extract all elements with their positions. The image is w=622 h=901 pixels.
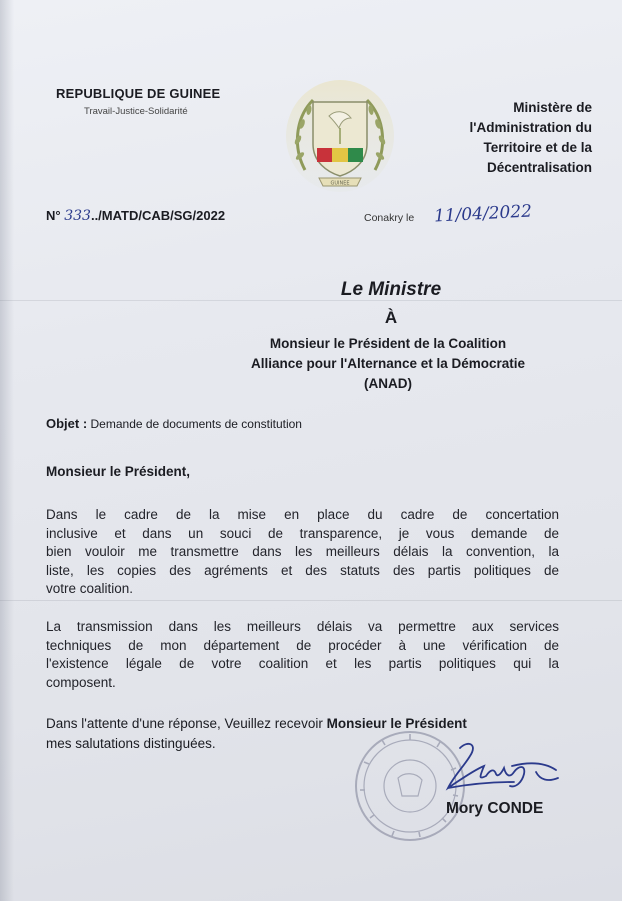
ministry-name (422, 98, 592, 178)
closing-bold-text: Monsieur le Président (326, 716, 467, 731)
signatory-name: Mory CONDE (446, 800, 544, 817)
addressee-line: Monsieur le Président de la Coalition (269, 336, 507, 351)
coat-of-arms-icon (283, 78, 397, 196)
paragraph-line: liste, les copies des agréments et des statuts des partis politiques de (46, 562, 559, 578)
paragraph-line: Dans le cadre de la mise en place du cadre de concertation (46, 507, 559, 522)
dateline-date: 11/04/2022 (433, 201, 533, 227)
paragraph-1 (46, 506, 559, 599)
closing-line-2: mes salutations distinguées. (46, 736, 216, 751)
paragraph-line: bien vouloir me transmettre dans les meilleurs délais la convention, la (46, 544, 559, 559)
sender-title: Le Ministre (340, 279, 442, 300)
closing-text: Dans l'attente d'une réponse, Veuillez recevoir (46, 716, 323, 731)
paragraph-line: inclusive et dans un souci de transparence, je vous demande de (46, 525, 559, 541)
addressee-line: Alliance pour l'Alternance et la Démocratie (250, 356, 526, 371)
dateline-place: Conakry le (364, 212, 415, 224)
handwritten-signature-icon (440, 736, 570, 806)
ministry-line: Territoire et de la (483, 140, 592, 155)
object-label: Objet : (46, 416, 88, 431)
object-text: Demande de documents de constitution (90, 417, 302, 431)
country-name: REPUBLIQUE DE GUINEE (56, 86, 221, 101)
closing-line-1 (46, 714, 566, 734)
salutation: Monsieur le Président, (46, 464, 191, 479)
paragraph-line: votre coalition. (46, 581, 134, 596)
reference-number (46, 208, 225, 224)
paragraph-line: l'existence légale de votre coalition et les partis politiques qui la (46, 656, 559, 671)
addressee-block (218, 334, 558, 394)
signature-svg (440, 736, 570, 806)
page-shadow (0, 0, 14, 901)
crest-label: GUINEE (330, 180, 350, 187)
country-motto: Travail-Justice-Solidarité (84, 106, 188, 117)
addressee-line: (ANAD) (364, 376, 412, 391)
reference-prefix: N° (46, 208, 61, 223)
reference-suffix: ../MATD/CAB/SG/2022 (90, 208, 226, 223)
fold-line (0, 600, 622, 601)
paragraph-line: composent. (46, 674, 116, 690)
ministry-line: l'Administration du (469, 120, 592, 135)
reference-handwritten-number: 333 (64, 208, 91, 224)
ministry-line: Décentralisation (486, 160, 592, 175)
paragraph-2 (46, 618, 559, 692)
paragraph-line: La transmission dans les meilleurs délais va permettre aux services (46, 619, 559, 634)
paragraph-line: techniques de mon département de procéder à une vérification de (46, 637, 559, 653)
sender-to: À (384, 308, 398, 327)
crest-svg (283, 78, 397, 196)
ministry-line: Ministère de (513, 100, 592, 115)
object-line (46, 416, 302, 431)
